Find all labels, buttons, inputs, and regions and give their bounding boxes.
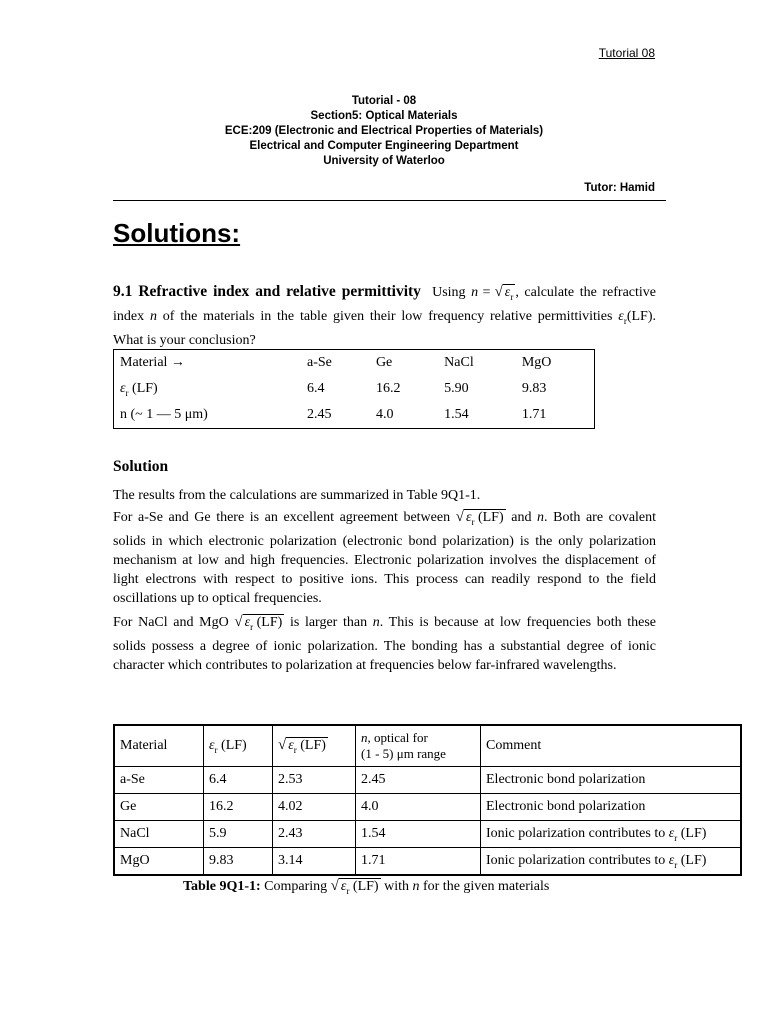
table-cell: Ge — [114, 794, 204, 821]
table-cell: Comment — [481, 725, 742, 767]
table-cell: 1.54 — [356, 821, 481, 848]
table-cell: 6.4 — [306, 381, 325, 396]
tutor-name: Tutor: Hamid — [584, 182, 655, 194]
table-cell: 1.71 — [521, 407, 547, 422]
table-cell: 2.53 — [273, 767, 356, 794]
table-cell: 4.0 — [356, 794, 481, 821]
table-row — [114, 767, 741, 794]
table-row — [114, 821, 741, 848]
table-cell: MgO — [114, 848, 204, 876]
table-cell: 2.45 — [306, 407, 332, 422]
table-cell: 16.2 — [204, 794, 273, 821]
header-rule — [113, 200, 666, 201]
table-row — [114, 725, 741, 767]
table-cell: 6.4 — [204, 767, 273, 794]
table-cell: $\varepsilon_r$ (LF) — [120, 380, 158, 398]
table-cell: 2.43 — [273, 821, 356, 848]
table-cell: Ge — [375, 355, 393, 370]
solution-paragraph-3: For NaCl and MgO √ $\varepsilon_r$ (LF) is larger than n. This is because at low frequencies both these solids possess a degree of ionic polarization. The bonding has a substantial degree of ionic character which contributes to polarization at frequencies below far-infrared wavelengths. — [113, 614, 657, 673]
table-cell: Electronic bond polarization — [481, 794, 742, 821]
table-cell: Electronic bond polarization — [481, 767, 742, 794]
table-cell: 16.2 — [375, 381, 401, 396]
table-cell: n, optical for (1 - 5) μm range — [356, 725, 481, 767]
solution-paragraph-2: For a-Se and Ge there is an excellent agreement between √ $\varepsilon_r$ (LF) and n. Both are covalent solids in which electronic polarization (electronic bond polarization) is the only polarization mechanism at low and high frequencies. Electronic polarization involves the displacement of light electrons with respect to positive ions. This process can readily respond to the field oscillations up to optical frequencies. — [113, 509, 657, 606]
comparison-table — [113, 724, 742, 876]
title-line-1: Tutorial - 08 — [351, 95, 417, 107]
table-cell: 4.0 — [375, 407, 394, 422]
table-row — [114, 794, 741, 821]
table-cell: Material — [114, 725, 204, 767]
table-row — [114, 350, 595, 377]
table-caption: Table 9Q1-1: Comparing √ $\varepsilon_r$ (LF) with n for the given materials — [183, 878, 550, 896]
sqrt-eps-formula: √ $\varepsilon_r$ (LF) — [234, 614, 283, 632]
table-cell: 1.54 — [444, 407, 469, 422]
table-cell: MgO — [521, 355, 552, 370]
table-row — [114, 376, 595, 402]
table-cell: 5.9 — [204, 821, 273, 848]
sqrt-eps-formula: √ $\varepsilon_r$ (LF) — [455, 509, 504, 527]
table-cell: n (~ 1 — 5 μm) — [120, 407, 208, 422]
permittivity-table — [113, 349, 595, 429]
table-cell: 2.45 — [356, 767, 481, 794]
title-line-3: ECE:209 (Electronic and Electrical Properties of Materials) — [224, 125, 544, 137]
table-row — [114, 848, 741, 876]
solution-paragraph-1: The results from the calculations are summarized in Table 9Q1-1. — [113, 488, 481, 503]
title-line-2: Section5: Optical Materials — [310, 110, 458, 122]
table-cell: 9.83 — [204, 848, 273, 876]
table-cell: 9.83 — [521, 381, 547, 396]
table-cell: Ionic polarization contributes to $\varepsilon_r$ (LF) — [481, 821, 742, 848]
table-cell: Material → — [120, 355, 185, 370]
formula-n-sqrt: n = √ $\varepsilon_r$ — [471, 284, 514, 302]
question-heading: 9.1 Refractive index and relative permittivity — [113, 283, 421, 300]
table-cell: a-Se — [114, 767, 204, 794]
sqrt-eps-formula: √ $\varepsilon_r$ (LF) — [330, 878, 379, 896]
table-cell: $\varepsilon_r$ (LF) — [204, 725, 273, 767]
table-cell: Ionic polarization contributes to $\varepsilon_r$ (LF) — [481, 848, 742, 876]
table-cell: 3.14 — [273, 848, 356, 876]
table-cell: 4.02 — [273, 794, 356, 821]
table-row — [114, 402, 595, 429]
running-head: Tutorial 08 — [598, 46, 655, 60]
table-cell: √ $\varepsilon_r$ (LF) — [273, 725, 356, 767]
table-cell: 1.71 — [356, 848, 481, 876]
title-line-4: Electrical and Computer Engineering Department — [249, 140, 519, 152]
solution-heading: Solution — [113, 458, 169, 475]
question-paragraph: 9.1 Refractive index and relative permittivity Using n = √ $\varepsilon_r$ , calculate the refractive index n of the materials in the table given their low frequency relative permittivities $\varepsilon_r(LF)$. What is your conclusion? — [113, 283, 656, 348]
table-cell: a-Se — [306, 355, 332, 370]
table-cell: NaCl — [444, 355, 474, 370]
table-cell: NaCl — [114, 821, 204, 848]
solutions-title: Solutions: — [113, 218, 241, 248]
table-cell: 5.90 — [444, 381, 469, 396]
title-line-5: University of Waterloo — [323, 155, 445, 167]
